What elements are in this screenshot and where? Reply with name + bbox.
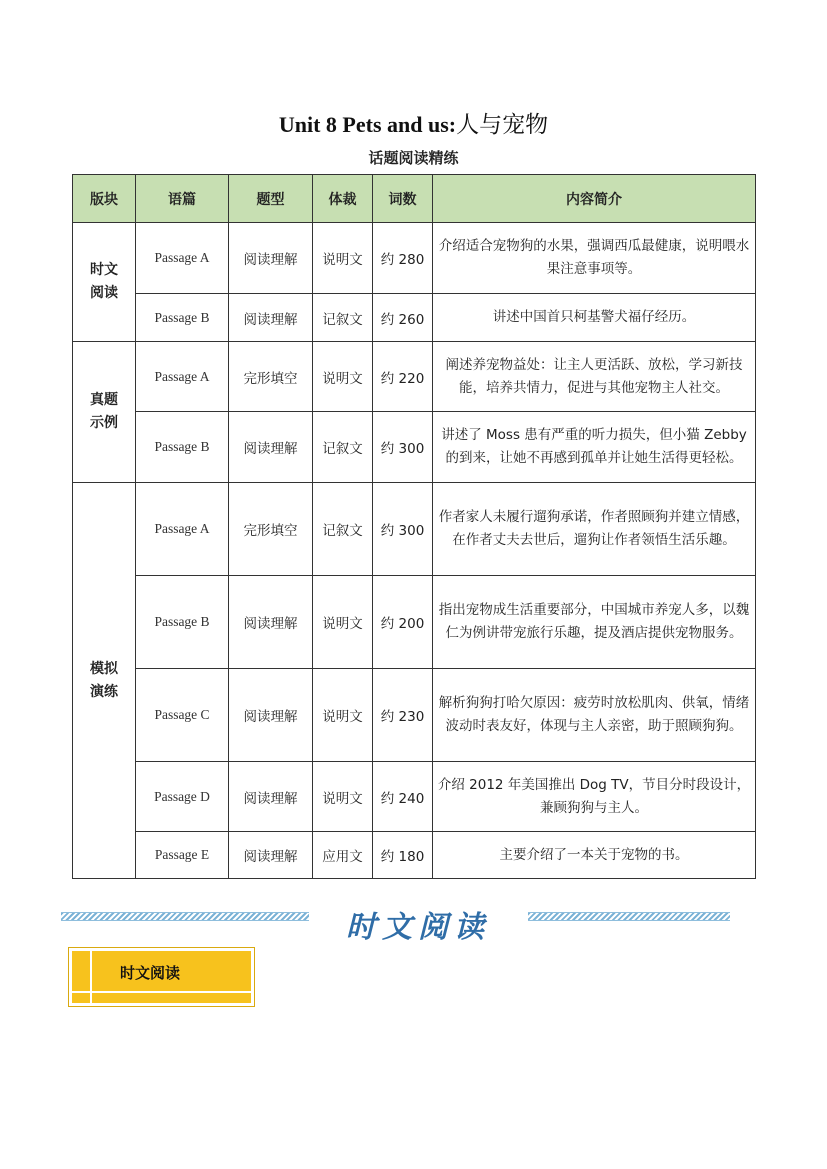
type-cell: 阅读理解 xyxy=(229,412,313,483)
passage-cell: Passage C xyxy=(136,669,229,762)
words-cell: 约 180 xyxy=(373,832,433,879)
table-row xyxy=(73,223,756,294)
type-cell: 阅读理解 xyxy=(229,294,313,342)
type-cell: 完形填空 xyxy=(229,483,313,576)
intro-cell: 解析狗狗打哈欠原因：疲劳时放松肌肉、供氧，情绪波动时表友好，体现与主人亲密，助于照顾狗狗。 xyxy=(433,669,756,762)
genre-cell: 说明文 xyxy=(313,669,373,762)
section-current-reading: 时文 阅读 xyxy=(73,223,136,342)
passage-cell: Passage B xyxy=(136,294,229,342)
intro-cell: 讲述中国首只柯基警犬福仔经历。 xyxy=(433,294,756,342)
section-tag-label: 时文阅读 xyxy=(120,964,181,982)
col-header-words: 词数 xyxy=(373,175,433,223)
type-cell: 阅读理解 xyxy=(229,832,313,879)
passage-cell: Passage B xyxy=(136,576,229,669)
col-header-section: 版块 xyxy=(73,175,136,223)
genre-cell: 应用文 xyxy=(313,832,373,879)
genre-cell: 记叙文 xyxy=(313,412,373,483)
page-title xyxy=(0,106,827,139)
intro-cell: 介绍适合宠物狗的水果，强调西瓜最健康，说明喂水果注意事项等。 xyxy=(433,223,756,294)
section-banner-title: 时文阅读 xyxy=(346,910,490,945)
section-mock-practice: 模拟 演练 xyxy=(73,483,136,879)
genre-cell: 记叙文 xyxy=(313,483,373,576)
col-header-genre: 体裁 xyxy=(313,175,373,223)
genre-cell: 说明文 xyxy=(313,762,373,832)
type-cell: 阅读理解 xyxy=(229,762,313,832)
table-row xyxy=(73,669,756,762)
table-row xyxy=(73,342,756,412)
passage-cell: Passage B xyxy=(136,412,229,483)
passage-cell: Passage A xyxy=(136,342,229,412)
passage-cell: Passage A xyxy=(136,483,229,576)
type-cell: 阅读理解 xyxy=(229,576,313,669)
type-cell: 完形填空 xyxy=(229,342,313,412)
page-subtitle: 话题阅读精练 xyxy=(368,149,459,167)
tag-vertical-line xyxy=(90,948,92,1006)
words-cell: 约 300 xyxy=(373,483,433,576)
intro-cell: 讲述了 Moss 患有严重的听力损失，但小猫 Zebby 的到来，让她不再感到孤单并让她生活得更轻松。 xyxy=(433,412,756,483)
section-exam-examples: 真题 示例 xyxy=(73,342,136,483)
passage-cell: Passage A xyxy=(136,223,229,294)
intro-cell: 阐述养宠物益处：让主人更活跃、放松，学习新技能，培养共情力，促进与其他宠物主人社交。 xyxy=(433,342,756,412)
passage-cell: Passage D xyxy=(136,762,229,832)
genre-cell: 说明文 xyxy=(313,576,373,669)
col-header-passage: 语篇 xyxy=(136,175,229,223)
table-row xyxy=(73,832,756,879)
words-cell: 约 200 xyxy=(373,576,433,669)
genre-cell: 记叙文 xyxy=(313,294,373,342)
title-en: Unit 8 Pets and us: xyxy=(278,112,457,137)
table-row xyxy=(73,762,756,832)
tag-horizontal-line xyxy=(69,991,254,993)
words-cell: 约 280 xyxy=(373,223,433,294)
words-cell: 约 220 xyxy=(373,342,433,412)
type-cell: 阅读理解 xyxy=(229,223,313,294)
words-cell: 约 230 xyxy=(373,669,433,762)
topic-table xyxy=(72,174,756,879)
genre-cell: 说明文 xyxy=(313,342,373,412)
title-cn: 人与宠物 xyxy=(456,112,549,137)
section-tag xyxy=(68,947,255,1007)
type-cell: 阅读理解 xyxy=(229,669,313,762)
col-header-intro: 内容简介 xyxy=(433,175,756,223)
banner-stripe-left xyxy=(61,912,309,921)
col-header-type: 题型 xyxy=(229,175,313,223)
intro-cell: 主要介绍了一本关于宠物的书。 xyxy=(433,832,756,879)
words-cell: 约 300 xyxy=(373,412,433,483)
table-row xyxy=(73,294,756,342)
intro-cell: 作者家人未履行遛狗承诺，作者照顾狗并建立情感，在作者丈夫去世后，遛狗让作者领悟生活乐趣。 xyxy=(433,483,756,576)
words-cell: 约 240 xyxy=(373,762,433,832)
passage-cell: Passage E xyxy=(136,832,229,879)
table-row xyxy=(73,412,756,483)
banner-stripe-right xyxy=(528,912,730,921)
table-row xyxy=(73,483,756,576)
table-header-row xyxy=(73,175,756,223)
words-cell: 约 260 xyxy=(373,294,433,342)
genre-cell: 说明文 xyxy=(313,223,373,294)
intro-cell: 指出宠物成生活重要部分，中国城市养宠人多，以魏仁为例讲带宠旅行乐趣，提及酒店提供宠物服务。 xyxy=(433,576,756,669)
intro-cell: 介绍 2012 年美国推出 Dog TV，节目分时段设计，兼顾狗狗与主人。 xyxy=(433,762,756,832)
table-row xyxy=(73,576,756,669)
